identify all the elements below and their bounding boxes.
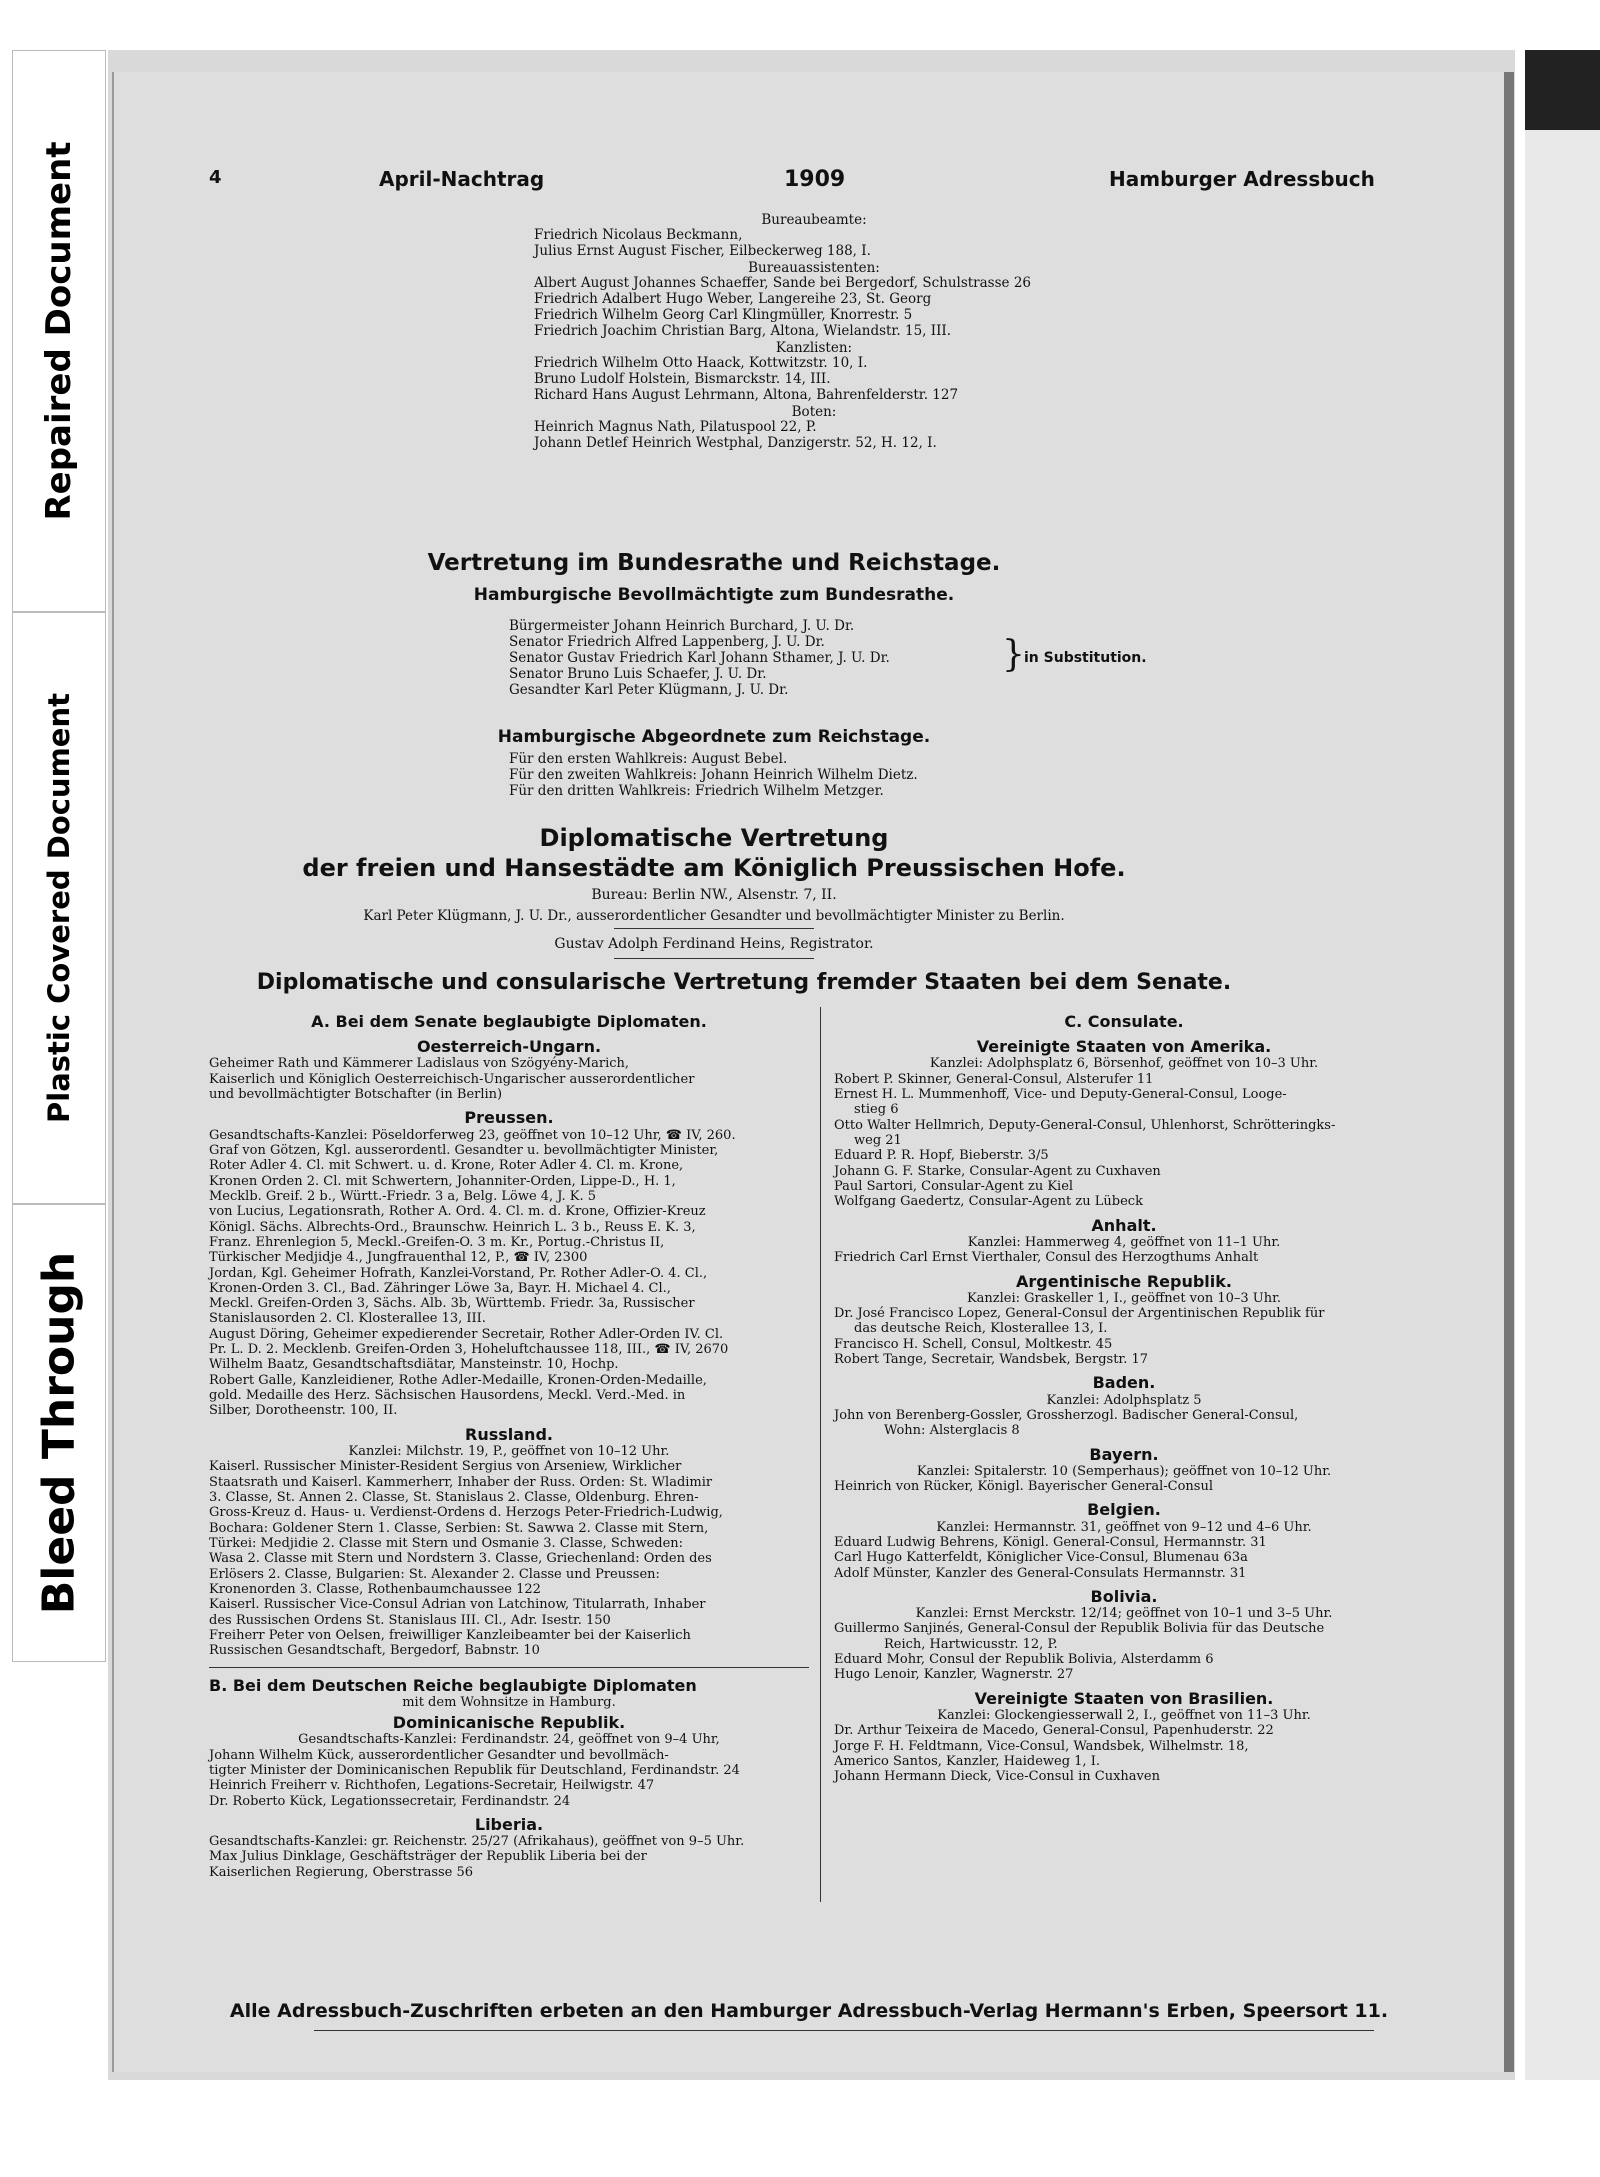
diplo-title-2: der freien und Hansestädte am Königlich Preussischen Hofe.: [302, 854, 1126, 882]
bund-title: Vertretung im Bundesrathe und Reichstage.: [427, 550, 1001, 576]
member-line: Senator Bruno Luis Schaefer, J. U. Dr.: [509, 665, 767, 682]
entry-line: Max Julius Dinklage, Geschäftsträger der Republik Liberia bei der: [209, 1849, 647, 1865]
staff-line: Johann Detlef Heinrich Westphal, Danzigerstr. 52, H. 12, I.: [534, 434, 937, 451]
entry-line: Kanzlei: Spitalerstr. 10 (Semperhaus); geöffnet von 10–12 Uhr.: [916, 1463, 1332, 1479]
running-header: [209, 167, 1389, 207]
entry-line: Kronen-Orden 3. Cl., Bad. Zähringer Löwe 3a, Bayr. H. Michael 4. Cl.,: [209, 1280, 671, 1296]
entry-line: Adolf Münster, Kanzler des General-Consulats Hermannstr. 31: [834, 1565, 1247, 1581]
entry-line: Kronen Orden 2. Cl. mit Schwertern, Johanniter-Orden, Lippe-D., H. 1,: [209, 1173, 676, 1189]
entry-line: Robert P. Skinner, General-Consul, Alsterufer 11: [834, 1071, 1154, 1087]
entry-line: Jordan, Kgl. Geheimer Hofrath, Kanzlei-Vorstand, Pr. Rother Adler-O. 4. Cl.,: [209, 1265, 708, 1281]
staff-line: Friedrich Wilhelm Georg Carl Klingmüller, Knorrestr. 5: [534, 307, 913, 324]
entry-line: Meckl. Greifen-Orden 3, Sächs. Alb. 3b, Württemb. Friedr. 3a, Russischer: [209, 1296, 695, 1312]
diplo-bureau: Bureau: Berlin NW., Alsenstr. 7, II.: [591, 887, 837, 903]
entry-line: Otto Walter Hellmrich, Deputy-General-Consul, Uhlenhorst, Schrötteringks-: [834, 1117, 1336, 1133]
entry-line: 3. Classe, St. Annen 2. Classe, St. Stanislaus 2. Classe, Oldenburg. Ehren-: [209, 1489, 699, 1505]
entry-line: des Russischen Ordens St. Stanislaus III. Cl., Adr. Isestr. 150: [209, 1612, 611, 1628]
entry-line: Kanzlei: Adolphsplatz 6, Börsenhof, geöffnet von 10–3 Uhr.: [929, 1056, 1319, 1072]
bleed-label: [12, 1204, 106, 1662]
entry-line: Franz. Ehrenlegion 5, Meckl.-Greifen-O. 3 m. Kr., Portug.-Christus II,: [209, 1234, 665, 1250]
substitution-brace: }: [1002, 634, 1025, 675]
entry-line: Friedrich Carl Ernst Vierthaler, Consul des Herzogthums Anhalt: [834, 1250, 1259, 1266]
substitution-note: in Substitution.: [1024, 650, 1147, 666]
repaired-label: [12, 50, 106, 612]
entry-line: Kaiserl. Russischer Minister-Resident Sergius von Arseniew, Wirklicher: [209, 1459, 682, 1475]
entry-line: Freiherr Peter von Oelsen, freiwilliger Kanzleibeamter bei der Kaiserlich: [209, 1627, 691, 1643]
country-heading: Bolivia.: [1090, 1586, 1158, 1606]
entry-line: Kanzlei: Ernst Merckstr. 12/14; geöffnet von 10–1 und 3–5 Uhr.: [915, 1606, 1333, 1622]
entry-line: Königl. Sächs. Albrechts-Ord., Braunschw. Heinrich L. 3 b., Reuss E. K. 3,: [209, 1219, 696, 1235]
column-divider: [820, 1007, 821, 1902]
entry-line: Graf von Götzen, Kgl. ausserordentl. Gesandter u. bevollmächtigter Minister,: [209, 1142, 719, 1158]
entry-line: von Lucius, Legationsrath, Rother A. Ord. 4. Cl. m. d. Krone, Offizier-Kreuz: [209, 1204, 706, 1220]
entry-line: Hugo Lenoir, Kanzler, Wagnerstr. 27: [834, 1667, 1074, 1683]
deputy-line: Für den dritten Wahlkreis: Friedrich Wilhelm Metzger.: [509, 782, 884, 799]
country-heading: Belgien.: [1087, 1500, 1161, 1520]
entry-line: Heinrich von Rücker, Königl. Bayerischer General-Consul: [834, 1479, 1214, 1495]
section-c-title: C. Consulate.: [1064, 1012, 1184, 1031]
entry-line: weg 21: [854, 1133, 902, 1149]
entry-line: Staatsrath und Kaiserl. Kammerherr, Inhaber der Russ. Orden: St. Wladimir: [209, 1474, 713, 1490]
entry-line: Kaiserl. Russischer Vice-Consul Adrian von Latchinow, Titularrath, Inhaber: [209, 1597, 706, 1613]
entry-line: Carl Hugo Katterfeldt, Königlicher Vice-Consul, Blumenau 63a: [834, 1550, 1248, 1566]
entry-line: Americo Santos, Kanzler, Haideweg 1, I.: [834, 1753, 1100, 1769]
bleed-label-text: Bleed Through: [33, 1251, 85, 1615]
page-body: [112, 72, 1514, 2072]
entry-line: Bochara: Goldener Stern 1. Classe, Serbien: St. Sawwa 2. Classe mit Stern,: [209, 1520, 709, 1536]
year-label: 1909: [784, 167, 846, 192]
staff-line: Julius Ernst August Fischer, Eilbeckerweg 188, I.: [534, 243, 871, 260]
entry-line: Geheimer Rath und Kämmerer Ladislaus von Szögyény-Marich,: [209, 1056, 630, 1072]
country-heading: Oesterreich-Ungarn.: [416, 1037, 602, 1057]
entry-line: Kanzlei: Hermannstr. 31, geöffnet von 9–12 und 4–6 Uhr.: [936, 1519, 1312, 1535]
entry-line: Kronenorden 3. Classe, Rothenbaumchaussee 122: [209, 1581, 541, 1597]
staff-line: Friedrich Joachim Christian Barg, Altona, Wielandstr. 15, III.: [534, 322, 952, 339]
entry-line: Pr. L. D. 2. Mecklenb. Greifen-Orden 3, Hoheluftchaussee 118, III., ☎ IV, 2670: [209, 1342, 729, 1358]
entry-line: Johann Wilhelm Kück, ausserordentlicher Gesandter und bevollmäch-: [209, 1747, 669, 1763]
entry-line: Türkischer Medjidje 4., Jungfrauenthal 12, P., ☎ IV, 2300: [209, 1250, 588, 1266]
diplo-registrar: Gustav Adolph Ferdinand Heins, Registrator.: [554, 936, 874, 952]
assistenten-heading: Bureauassistenten:: [748, 260, 880, 277]
entry-line: Wolfgang Gaedertz, Consular-Agent zu Lübeck: [834, 1194, 1143, 1210]
book-title: Hamburger Adressbuch: [1109, 167, 1375, 191]
section-b-title: B. Bei dem Deutschen Reiche beglaubigte Diplomaten: [209, 1675, 697, 1695]
country-heading: Anhalt.: [1091, 1215, 1157, 1235]
country-heading: Liberia.: [474, 1814, 544, 1834]
repaired-label-text: Repaired Document: [39, 141, 79, 521]
plastic-label: [12, 612, 106, 1204]
diplo-title-1: Diplomatische Vertretung: [539, 824, 889, 852]
entry-line: Paul Sartori, Consular-Agent zu Kiel: [834, 1179, 1074, 1194]
entry-line: stieg 6: [854, 1102, 899, 1118]
entry-line: Guillermo Sanjinés, General-Consul der Republik Bolivia für das Deutsche: [834, 1621, 1325, 1637]
entry-line: Kanzlei: Milchstr. 19, P., geöffnet von 10–12 Uhr.: [348, 1443, 670, 1459]
kanzlisten-heading: Kanzlisten:: [775, 339, 853, 356]
section-b-subtitle: mit dem Wohnsitze in Hamburg.: [402, 1694, 616, 1710]
country-heading: Vereinigte Staaten von Brasilien.: [974, 1688, 1274, 1708]
member-line: Bürgermeister Johann Heinrich Burchard, J. U. Dr.: [509, 618, 855, 634]
footer-notice: Alle Adressbuch-Zuschriften erbeten an den Hamburger Adressbuch-Verlag Hermann's Erben, Speersort 11.: [229, 2000, 1389, 2022]
staff-line: Albert August Johannes Schaeffer, Sande bei Bergedorf, Schulstrasse 26: [534, 275, 1032, 292]
entry-line: Kanzlei: Hammerweg 4, geöffnet von 11–1 Uhr.: [967, 1234, 1281, 1250]
country-heading: Dominicanische Republik.: [392, 1713, 626, 1733]
entry-line: tigter Minister der Dominicanischen Republik für Deutschland, Ferdinandstr. 24: [209, 1762, 740, 1778]
section-divider: [209, 1667, 809, 1668]
entry-line: Kaiserlichen Regierung, Oberstrasse 56: [209, 1864, 474, 1880]
staff-line: Friedrich Adalbert Hugo Weber, Langereihe 23, St. Georg: [534, 291, 932, 308]
entry-line: Russischen Gesandtschaft, Bergedorf, Babnstr. 10: [209, 1643, 540, 1659]
entry-line: Erlösers 2. Classe, Bulgarien: St. Alexander 2. Classe und Preussen:: [209, 1566, 660, 1582]
entry-line: gold. Medaille des Herz. Sächsischen Hausordens, Meckl. Verd.-Med. in: [209, 1388, 686, 1404]
entry-line: Francisco H. Schell, Consul, Moltkestr. 45: [834, 1336, 1113, 1352]
footer-underline: [314, 2030, 1374, 2031]
divider: [614, 958, 814, 959]
entry-line: Dr. José Francisco Lopez, General-Consul der Argentinischen Republik für: [834, 1306, 1325, 1322]
entry-line: John von Berenberg-Gossler, Grossherzogl. Badischer General-Consul,: [834, 1407, 1299, 1423]
member-line: Senator Gustav Friedrich Karl Johann Sthamer, J. U. Dr.: [509, 649, 890, 666]
boten-heading: Boten:: [791, 403, 837, 420]
staff-line: Richard Hans August Lehrmann, Altona, Bahrenfelderstr. 127: [534, 386, 959, 403]
foreign-title: Diplomatische und consularische Vertretung fremder Staaten bei dem Senate.: [256, 970, 1232, 995]
bund-members: [509, 619, 969, 699]
entry-line: Silber, Dorotheenstr. 100, II.: [209, 1403, 398, 1419]
right-column: [834, 1012, 1414, 1785]
entry-line: Robert Tange, Secretair, Wandsbek, Bergstr. 17: [834, 1352, 1149, 1367]
entry-line: Kanzlei: Glockengiesserwall 2, I., geöffnet von 11–3 Uhr.: [937, 1707, 1311, 1723]
entry-line: Jorge F. H. Feldtmann, Vice-Consul, Wandsbek, Wilhelmstr. 18,: [834, 1738, 1249, 1754]
deputy-line: Für den ersten Wahlkreis: August Bebel.: [509, 751, 788, 767]
entry-line: August Döring, Geheimer expedierender Secretair, Rother Adler-Orden IV. Cl.: [209, 1326, 724, 1342]
label-sidebar: [0, 50, 108, 1660]
entry-line: und bevollmächtigter Botschafter (in Berlin): [209, 1087, 503, 1103]
divider: [614, 928, 814, 929]
entry-line: Eduard P. R. Hopf, Bieberstr. 3/5: [834, 1148, 1049, 1164]
entry-line: Dr. Arthur Teixeira de Macedo, General-Consul, Papenhuderstr. 22: [834, 1723, 1274, 1739]
right-edge-strip: [1525, 50, 1600, 2080]
diplo-envoy: Karl Peter Klügmann, J. U. Dr., ausserordentlicher Gesandter und bevollmächtigter Minister zu Berlin.: [363, 908, 1065, 924]
entry-line: Gross-Kreuz d. Haus- u. Verdienst-Ordens d. Herzogs Peter-Friedrich-Ludwig,: [209, 1505, 723, 1521]
entry-line: Kanzlei: Adolphsplatz 5: [1046, 1392, 1202, 1408]
entry-line: Türkei: Medjidie 2. Classe mit Stern und Osmanie 3. Classe, Schweden:: [209, 1535, 684, 1551]
staff-line: Friedrich Nicolaus Beckmann,: [534, 227, 743, 244]
entry-line: Eduard Ludwig Behrens, Königl. General-Consul, Hermannstr. 31: [834, 1534, 1267, 1550]
staff-line: Friedrich Wilhelm Otto Haack, Kottwitzstr. 10, I.: [534, 355, 868, 372]
entry-line: Wilhelm Baatz, Gesandtschaftsdiätar, Mansteinstr. 10, Hochp.: [209, 1357, 619, 1373]
country-heading: Baden.: [1092, 1373, 1156, 1393]
entry-line: Johann G. F. Starke, Consular-Agent zu Cuxhaven: [834, 1163, 1161, 1179]
entry-line: Johann Hermann Dieck, Vice-Consul in Cuxhaven: [834, 1769, 1160, 1785]
reichstag-deputies: [509, 752, 1069, 800]
entry-line: Stanislausorden 2. Cl. Klosterallee 13, III.: [209, 1311, 486, 1327]
left-column: [209, 1012, 809, 1880]
entry-line: Eduard Mohr, Consul der Republik Bolivia, Alsterdamm 6: [834, 1652, 1214, 1668]
entry-line: Heinrich Freiherr v. Richthofen, Legations-Secretair, Heilwigstr. 47: [209, 1778, 655, 1794]
entry-line: Roter Adler 4. Cl. mit Schwert. u. d. Krone, Roter Adler 4. Cl. m. Krone,: [209, 1158, 684, 1174]
entry-line: Gesandtschafts-Kanzlei: Pöseldorferweg 23, geöffnet von 10–12 Uhr, ☎ IV, 260.: [209, 1127, 736, 1143]
entry-line: Reich, Hartwicusstr. 12, P.: [884, 1636, 1058, 1652]
edition-label: April-Nachtrag: [379, 167, 545, 191]
country-heading: Argentinische Republik.: [1016, 1271, 1232, 1291]
staff-line: Bruno Ludolf Holstein, Bismarckstr. 14, III.: [534, 371, 831, 388]
entry-line: das deutsche Reich, Klosterallee 13, I.: [854, 1321, 1108, 1337]
entry-line: Gesandtschafts-Kanzlei: Ferdinandstr. 24, geöffnet von 9–4 Uhr,: [298, 1732, 720, 1748]
entry-line: Ernest H. L. Mummenhoff, Vice- und Deputy-General-Consul, Looge-: [834, 1087, 1287, 1103]
entry-line: Dr. Roberto Kück, Legationssecretair, Ferdinandstr. 24: [209, 1793, 571, 1809]
country-heading: Vereinigte Staaten von Amerika.: [976, 1037, 1272, 1057]
entry-line: Gesandtschafts-Kanzlei: gr. Reichenstr. 25/27 (Afrikahaus), geöffnet von 9–5 Uhr.: [209, 1834, 745, 1850]
deputy-line: Für den zweiten Wahlkreis: Johann Heinrich Wilhelm Dietz.: [509, 766, 918, 783]
entry-line: Kanzlei: Graskeller 1, I., geöffnet von 10–3 Uhr.: [966, 1290, 1282, 1306]
page-number: 4: [209, 167, 222, 188]
scanned-page: [108, 50, 1515, 2080]
plastic-label-text: Plastic Covered Document: [42, 693, 76, 1123]
country-heading: Preussen.: [464, 1108, 554, 1128]
entry-line: Wohn: Alsterglacis 8: [884, 1423, 1020, 1439]
country-heading: Russland.: [465, 1424, 553, 1444]
member-line: Gesandter Karl Peter Klügmann, J. U. Dr.: [509, 681, 789, 698]
member-line: Senator Friedrich Alfred Lappenberg, J. U. Dr.: [509, 633, 825, 650]
country-heading: Bayern.: [1089, 1444, 1159, 1464]
entry-line: Robert Galle, Kanzleidiener, Rothe Adler-Medaille, Kronen-Orden-Medaille,: [209, 1372, 707, 1388]
entry-line: Kaiserlich und Königlich Oesterreichisch-Ungarischer ausserordentlicher: [209, 1071, 695, 1087]
entry-line: Wasa 2. Classe mit Stern und Nordstern 3. Classe, Griechenland: Orden des: [209, 1551, 712, 1567]
staff-line: Heinrich Magnus Nath, Pilatuspool 22, P.: [534, 419, 817, 436]
entry-line: Mecklb. Greif. 2 b., Württ.-Friedr. 3 a, Belg. Löwe 4, J. K. 5: [209, 1188, 597, 1204]
staff-block: [534, 212, 1094, 452]
section-a-title: A. Bei dem Senate beglaubigte Diplomaten.: [311, 1012, 707, 1031]
bureaubeamte-heading: Bureaubeamte:: [761, 212, 867, 228]
reichstag-subtitle: Hamburgische Abgeordnete zum Reichstage.: [497, 727, 931, 747]
bund-subtitle: Hamburgische Bevollmächtigte zum Bundesrathe.: [473, 585, 955, 605]
